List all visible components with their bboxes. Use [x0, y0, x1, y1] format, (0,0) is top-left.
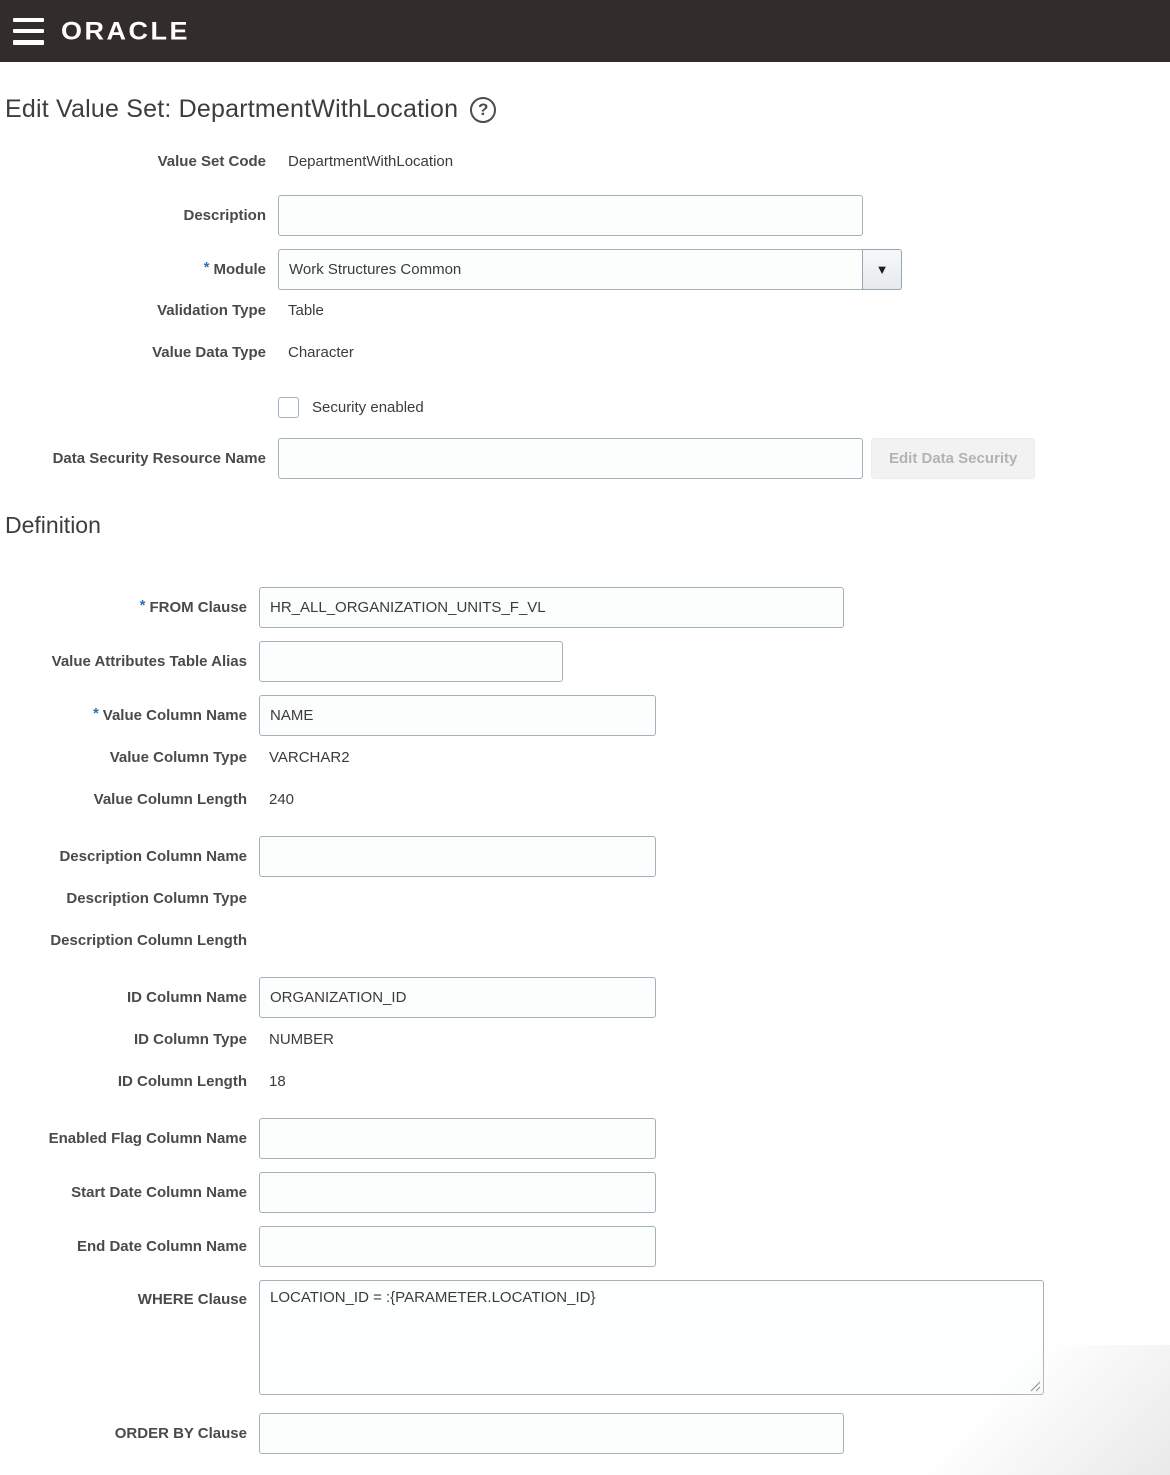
id-column-name-label: ID Column Name: [126, 988, 247, 1006]
required-icon: *: [92, 704, 99, 722]
description-label: Description: [183, 206, 266, 224]
field-row-order-by-clause: [0, 1413, 1170, 1454]
value-column-type-label: Value Column Type: [109, 749, 247, 766]
field-row-description-column-name: [0, 836, 1170, 877]
enabled-flag-column-name-label: Enabled Flag Column Name: [48, 1129, 247, 1147]
field-row-description-column-type: [0, 887, 1170, 911]
field-row-from-clause: [0, 587, 1170, 628]
field-row-validation-type: [0, 299, 1170, 323]
description-column-type-value: [259, 887, 269, 911]
field-row-end-date-column-name: [0, 1226, 1170, 1267]
data-security-resource-name-label: Data Security Resource Name: [52, 449, 266, 467]
field-row-value-column-name: [0, 695, 1170, 736]
page-title-row: [5, 95, 1170, 124]
security-enabled-label: Security enabled: [312, 399, 424, 416]
help-icon[interactable]: ?: [470, 97, 496, 123]
end-date-column-name-input[interactable]: [259, 1226, 656, 1267]
from-clause-label: * FROM Clause: [139, 596, 247, 616]
module-dropdown-button[interactable]: [862, 249, 902, 290]
id-column-type-label: ID Column Type: [133, 1031, 247, 1048]
end-date-column-name-label: End Date Column Name: [76, 1237, 247, 1255]
field-row-data-security-resource-name: [0, 438, 1170, 479]
module-input[interactable]: [278, 249, 863, 290]
field-row-security-enabled: [0, 397, 1170, 418]
edit-data-security-button[interactable]: Edit Data Security: [871, 438, 1035, 479]
value-column-name-label: * Value Column Name: [92, 704, 247, 724]
id-column-length-label: ID Column Length: [117, 1073, 247, 1090]
description-input[interactable]: [278, 195, 863, 236]
module-select: [278, 249, 902, 290]
app-header: [0, 0, 1170, 62]
field-row-value-data-type: [0, 341, 1170, 365]
description-column-type-label: Description Column Type: [66, 890, 247, 907]
module-label: * Module: [203, 258, 266, 278]
id-column-type-value: NUMBER: [269, 1031, 335, 1048]
field-row-id-column-length: [0, 1070, 1170, 1094]
value-data-type-label: Value Data Type: [152, 344, 266, 361]
start-date-column-name-input[interactable]: [259, 1172, 656, 1213]
value-column-length-value: 240: [269, 791, 295, 808]
field-row-value-attributes-table-alias: [0, 641, 1170, 682]
where-clause-textarea[interactable]: [259, 1280, 1044, 1395]
field-row-value-column-length: [0, 788, 1170, 812]
description-column-name-label: Description Column Name: [59, 847, 247, 865]
field-row-description-column-length: [0, 929, 1170, 953]
required-icon: *: [139, 596, 146, 614]
value-column-type-value: VARCHAR2: [269, 749, 350, 766]
field-row-description: [0, 195, 1170, 236]
value-column-name-input[interactable]: [259, 695, 656, 736]
field-row-value-column-type: [0, 746, 1170, 770]
where-clause-label: WHERE Clause: [137, 1291, 247, 1308]
start-date-column-name-label: Start Date Column Name: [71, 1183, 247, 1201]
value-set-code-value: DepartmentWithLocation: [288, 153, 454, 170]
required-icon: *: [203, 258, 210, 276]
description-column-length-label: Description Column Length: [50, 932, 247, 949]
value-column-length-label: Value Column Length: [93, 791, 247, 808]
value-data-type-value: Character: [288, 344, 354, 361]
oracle-logo: ORACLE: [61, 16, 190, 45]
page-title: Edit Value Set: DepartmentWithLocation: [5, 95, 459, 123]
field-row-id-column-type: [0, 1028, 1170, 1052]
field-row-start-date-column-name: [0, 1172, 1170, 1213]
chevron-down-icon: ▼: [875, 262, 889, 277]
value-attributes-table-alias-label: Value Attributes Table Alias: [51, 652, 247, 670]
id-column-length-value: 18: [269, 1073, 286, 1090]
order-by-clause-label: ORDER BY Clause: [114, 1424, 247, 1442]
definition-heading: Definition: [5, 512, 101, 538]
order-by-clause-input[interactable]: [259, 1413, 844, 1454]
validation-type-value: Table: [288, 302, 324, 319]
field-row-where-clause: [0, 1280, 1170, 1395]
description-column-name-input[interactable]: [259, 836, 656, 877]
data-security-resource-name-input[interactable]: [278, 438, 863, 479]
value-attributes-table-alias-input[interactable]: [259, 641, 563, 682]
field-row-id-column-name: [0, 977, 1170, 1018]
enabled-flag-column-name-input[interactable]: [259, 1118, 656, 1159]
from-clause-input[interactable]: [259, 587, 844, 628]
field-row-value-set-code: [0, 150, 1170, 174]
validation-type-label: Validation Type: [157, 302, 266, 319]
field-row-module: [0, 249, 1170, 290]
menu-icon[interactable]: [13, 18, 44, 45]
id-column-name-input[interactable]: [259, 977, 656, 1018]
description-column-length-value: [259, 929, 269, 953]
field-row-enabled-flag-column-name: [0, 1118, 1170, 1159]
value-set-code-label: Value Set Code: [157, 153, 266, 170]
security-enabled-checkbox[interactable]: [278, 397, 299, 418]
